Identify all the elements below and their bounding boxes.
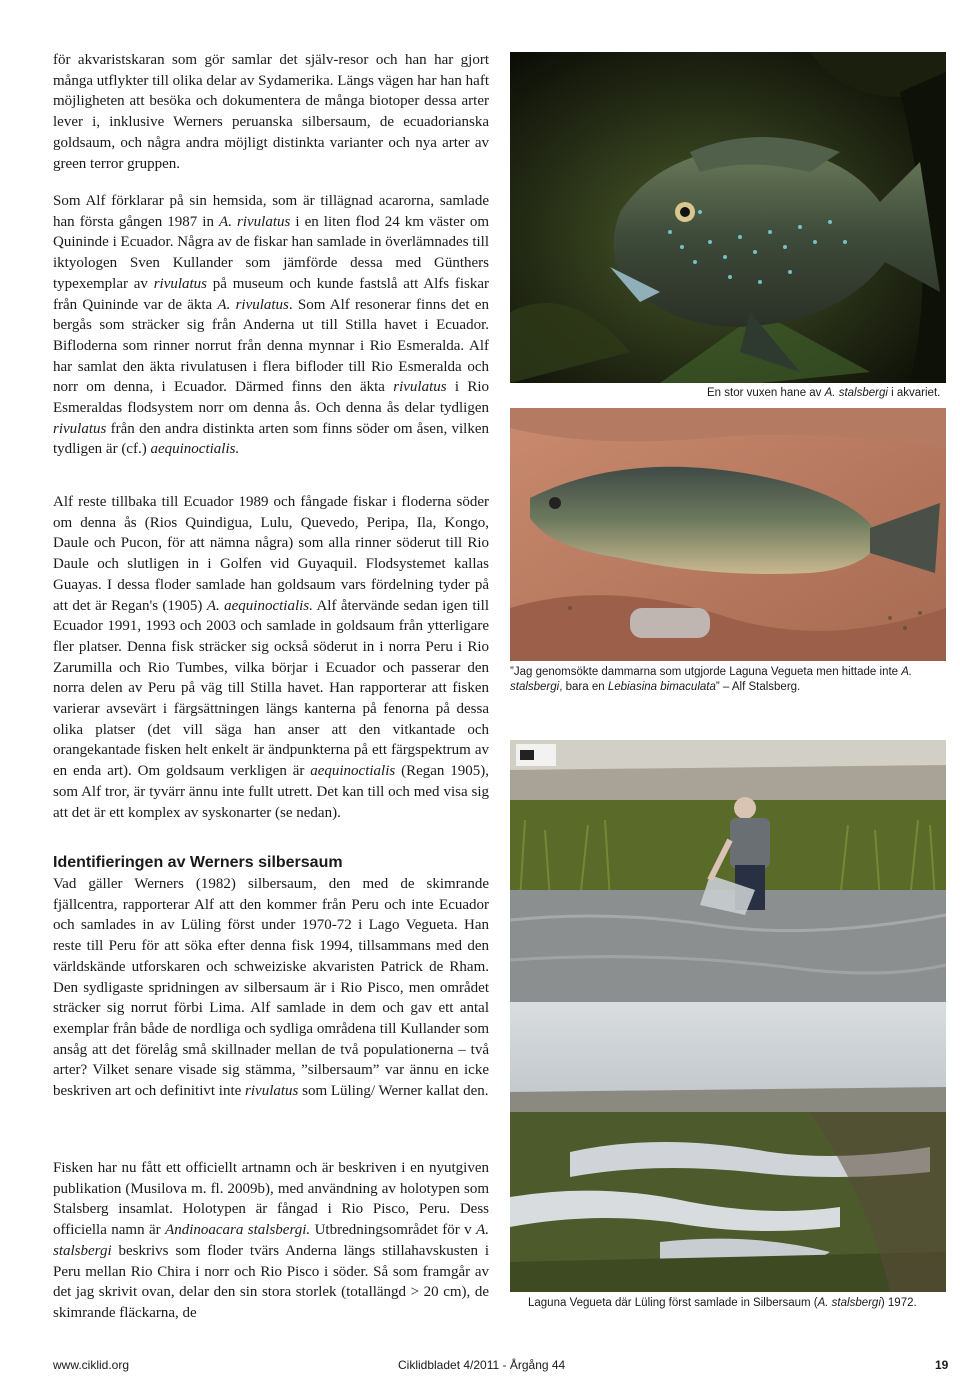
paragraph-return-trip: [53, 492, 489, 823]
species-name: A. stalsbergi: [510, 666, 913, 693]
caption-text: i akvariet.: [887, 387, 941, 399]
species-name: A. stalsbergi: [53, 1222, 490, 1259]
species-name: rivulatus: [393, 379, 447, 396]
text-run: i en liten flod 24 km väster om Quininde i Ecuador. Några av de fiskar han samlade in överlämnades till iktyologen Sven Kullander som jämförde dessa med Günthers typexemplar av: [53, 213, 489, 292]
species-name: rivulatus: [53, 420, 107, 437]
species-name: aequinoctialis: [310, 763, 396, 780]
footer-website: www.ciklid.org: [53, 1358, 130, 1372]
caption-text: ”Jag genomsökte dammarna som utgjorde Laguna Vegueta men hittade inte: [510, 666, 902, 678]
caption-laguna-vegueta: [528, 1296, 917, 1311]
caption-text: En stor vuxen hane av: [707, 387, 825, 399]
text-run: från den andra distinkta arten som finns söder om åsen, vilken tydligen är (cf.): [53, 420, 489, 458]
footer-page-number: 19: [935, 1358, 949, 1372]
caption-text: Laguna Vegueta där Lüling först samlade in Silbersaum (: [528, 1297, 818, 1309]
species-name: A. rivulatus: [217, 296, 289, 313]
species-name: Lebiasina bimaculata: [607, 681, 716, 693]
paragraph-intro-text: för akvaristskaran som gör samlar det själv-resor och han har gjort många utflykter till olika delar av Sydamerika. Längs vägen har han haft möjligheten att besöka och dokumentera de många biotoper dessa arter lever i, inklusive Werners peruanska silbersaum, de ecuadorianska goldsaum, och några andra möjligt distinkta varianter och nya arter av green terror gruppen.: [53, 52, 489, 172]
caption-text: ) 1972.: [880, 1297, 917, 1309]
text-run: i Rio Esmeraldas flodsystem norr om denna ås. Och denna ås delar tydligen: [53, 379, 489, 417]
footer-issue: Ciklidbladet 4/2011 - Årgång 44: [398, 1358, 566, 1372]
text-run: Alf reste tillbaka till Ecuador 1989 och fångade fiskar i floderna söder om denna ås (Rios Quindigua, Lulu, Quevedo, Peripa, Ila, Kongo, Daule och Pucon, för att nämna några) som alla rinner söderut till Rio Daule och slutligen in i Golfen vid Guyaquil. Flodsystemet kallas Guayas. I dessa floder samlade han goldsaum vars fördelning tyder på att det är Regan's (1905): [53, 494, 489, 614]
text-run: (Regan 1905), som Alf tror, är tyvärr ännu inte fullt utrett. Det kan till och med visa sig att det är ett komplex av syskonarter (se nedan).: [53, 763, 490, 821]
species-name: A. aequinoctialis.: [206, 597, 313, 614]
paragraph-identification: [53, 874, 489, 1102]
species-name: A. stalsbergi: [817, 1297, 881, 1309]
text-run: på museum och kunde fastslå att Alfs fiskar från Quininde var de äkta: [53, 275, 489, 313]
text-run: . Som Alf resonerar finns det en bergås som sträcker sig från Anderna ut till Stilla havet i Ecuador. Bifloderna som rinner norrut från denna mynnar i Rio Esmeralda. Alf har samlat den äkta rivulatusen i flera bifloder till Rio Esmeralda och norr om denna, i Ecuador. Därmed finns den äkta: [53, 296, 489, 396]
caption-fish-in-hand: [510, 665, 946, 695]
species-name: Andinoacara stalsbergi.: [165, 1222, 311, 1239]
photo-fish-in-hand: [510, 408, 946, 661]
paragraph-first-collection: [53, 191, 489, 460]
text-run: Som Alf förklarar på sin hemsida, som är tillägnad acarorna, samlade han första gången 1987 in: [53, 193, 489, 230]
text-run: Utbredningsområdet för v: [310, 1222, 477, 1239]
text-run: som Lüling/ Werner kallat den.: [298, 1083, 489, 1100]
species-name: A. stalsbergi: [824, 387, 888, 399]
paragraph-intro: [53, 50, 489, 174]
text-run: Fisken har nu fått ett officiellt artnamn och är beskriven i en nyutgiven publikation (Musilova m. fl. 2009b), med användning av holotypen som Stalsberg insamlat. Holotypen är fångad i Rio Pisco, Peru. Dess officiella namn är: [53, 1160, 489, 1239]
species-name: A. rivulatus: [219, 213, 291, 230]
photo-laguna-vegueta: [510, 1002, 946, 1292]
caption-text: ” – Alf Stalsberg.: [715, 681, 801, 693]
species-name: aequinoctialis.: [150, 441, 240, 458]
caption-text: , bara en: [559, 681, 608, 693]
text-run: Alf återvände sedan igen till Ecuador 1991, 1993 och 2003 och samlade in goldsaum från ytterligare fler platser. Denna fisk sträcker sig också söderut in i norra Peru i Rio Zarumilla och Rio Tumbes, vilka börjar i Ecuador och passerar den norra delen av Peru på väg till Stilla havet. Han rapporterar att fisken varierar avsevärt i färgsättningen längs kanterna på fenorna på dessa olika platser (det vill säga han anser att den vitkantade och orangekantade fisken helt enkelt är ändpunkterna på ett färgspektrum av en enda art). Om goldsaum verkligen är: [53, 597, 490, 780]
photo-collecting-in-pond: [510, 740, 946, 1002]
species-name: rivulatus: [153, 275, 208, 292]
text-run: beskrivs som floder tvärs Anderna längs stillahavskusten i Peru mellan Rio Chira i norr och Rio Pisco i söder. Så som framgår av det jag skrivit ovan, delar den sin stora storlek (totallängd > 20 cm), de skimrande fläckarna, de: [53, 1242, 489, 1321]
species-name: rivulatus: [245, 1083, 299, 1100]
section-heading: Identifieringen av Werners silbersaum: [53, 854, 343, 871]
text-run: Vad gäller Werners (1982) silbersaum, den med de skimrande fjällcentra, rapporterar Alf att den kommer från Peru och inte Ecuador och samlades in av Lüling först under 1970-72 i Lago Vegueta. Han reste till Peru för att söka efter denna fisk 1994, tillsammans med den världskände utforskaren och schweiziske akvaristen Patrick de Rham. Den sydligaste spridningen av silbersaum är i Rio Pisco, men området sträcker sig norrut förbi Lima. Alf samlade in dem och gav ett antal exemplar från både de nordliga och sydliga områdena till Kullander som ansåg att det förelåg små skillnader mellan de två populationerna – två arter? Vilket senare visade sig stämma, ”silbersaum” var ännu en icke beskriven art och definitivt inte: [53, 876, 489, 1100]
caption-aquarium-fish: [707, 386, 940, 401]
photo-aquarium-fish: [510, 52, 946, 383]
paragraph-description: [53, 1158, 489, 1324]
